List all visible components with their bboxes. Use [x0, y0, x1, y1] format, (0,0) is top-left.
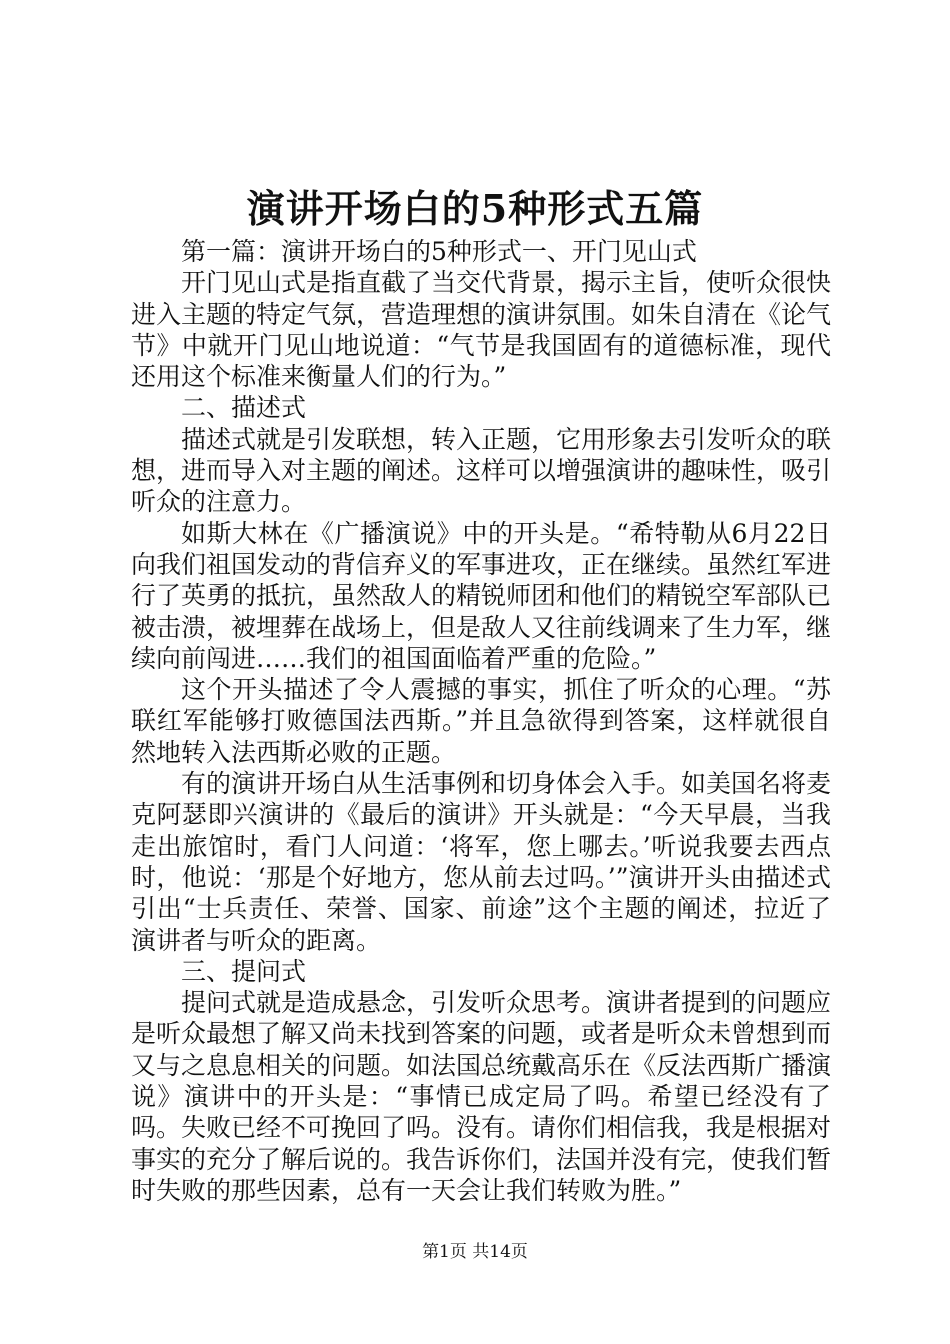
section-heading-descriptive: 二、描述式	[181, 393, 307, 423]
paragraph-stalin-analysis: 这个开头描述了令人震撼的事实，抓住了听众的心理。“苏联红军能够打败德国法西斯。”并且急欲得到答案，这样就很自然地转入法西斯必败的正题。	[131, 675, 831, 767]
document-title: 演讲开场白的5种形式五篇	[246, 186, 704, 231]
paragraph-question-style: 提问式就是造成悬念，引发听众思考。演讲者提到的问题应是听众最想了解又尚未找到答案的问题，或者是听众未曾想到而又与之息息相关的问题。如法国总统戴高乐在《反法西斯广播演说》演讲中的开头是：“事情已成定局了吗。希望已经没有了吗。失败已经不可挽回了吗。没有。请你们相信我，我是根据对事实的充分了解后说的。我告诉你们，法国并没有完，使我们暂时失败的那些因素，总有一天会让我们转败为胜。”	[131, 988, 832, 1205]
paragraph-macarthur-example: 有的演讲开场白从生活事例和切身体会入手。如美国名将麦克阿瑟即兴演讲的《最后的演讲》开头就是：“今天早晨，当我走出旅馆时，看门人问道：‘将军，您上哪去。’听说我要去西点时，他说：‘那是个好地方，您从前去过吗。’”演讲开头由描述式引出“士兵责任、荣誉、国家、前途”这个主题的阐述，拉近了演讲者与听众的距离。	[131, 769, 832, 955]
document-body	[131, 236, 831, 1206]
page-number: 第1页 共14页	[422, 1242, 528, 1262]
paragraph-direct-style: 开门见山式是指直截了当交代背景，揭示主旨，使听众很快进入主题的特定气氛，营造理想的演讲氛围。如朱自清在《论气节》中就开门见山地说道：“气节是我国固有的道德标准，现代还用这个标准来衡量人们的行为。”	[131, 268, 832, 392]
paragraph-stalin-example: 如斯大林在《广播演说》中的开头是。“希特勒从6月22日向我们祖国发动的背信弃义的军事进攻，正在继续。虽然红军进行了英勇的抵抗，虽然敌人的精锐师团和他们的精锐空军部队已被击溃，被埋葬在战场上，但是敌人又往前线调来了生力军，继续向前闯进……我们的祖国面临着严重的危险。”	[131, 518, 832, 673]
paragraph-part-one-heading: 第一篇：演讲开场白的5种形式一、开门见山式	[181, 237, 697, 266]
section-heading-question: 三、提问式	[181, 956, 307, 986]
paragraph-descriptive-intro: 描述式就是引发联想，转入正题，它用形象去引发听众的联想，进而导入对主题的阐述。这样可以增强演讲的趣味性，吸引听众的注意力。	[131, 424, 832, 517]
